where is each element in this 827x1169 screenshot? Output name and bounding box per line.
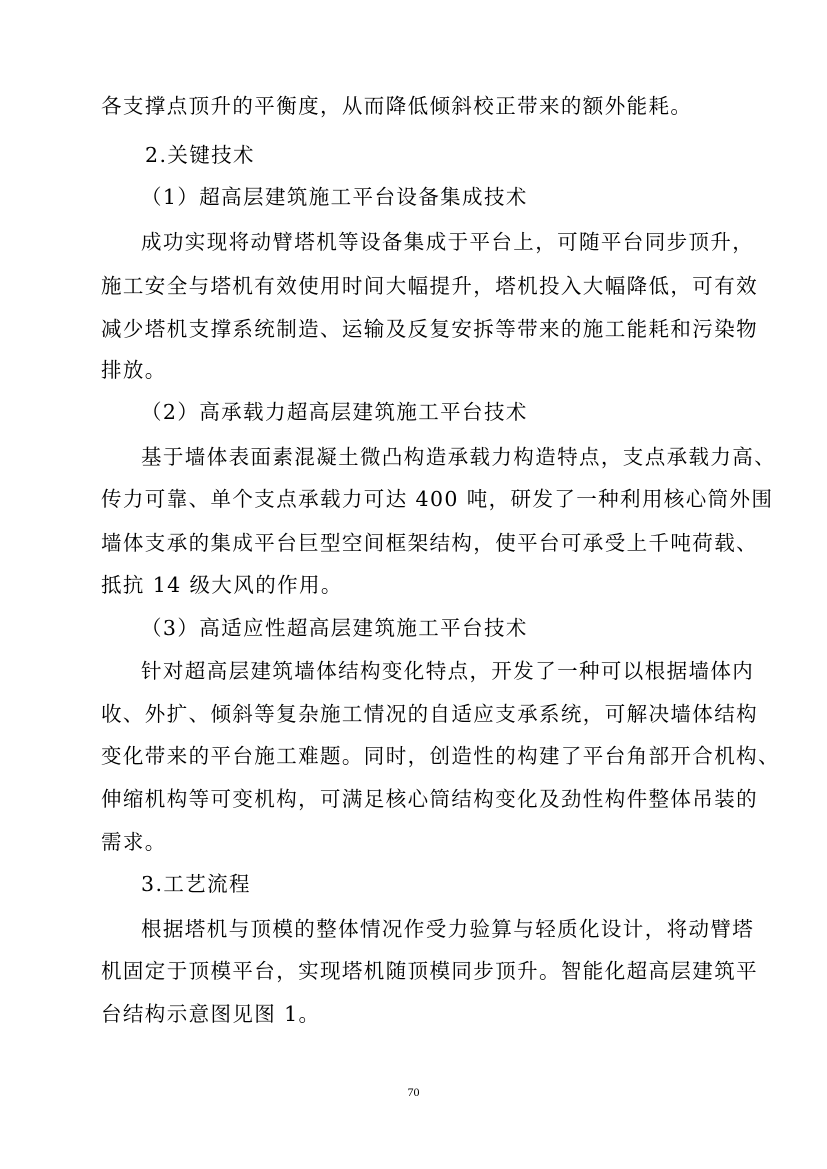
text-line: 针对超高层建筑墙体结构变化特点，开发了一种可以根据墙体内 xyxy=(141,659,755,683)
text-line: 传力可靠、单个支点承载力可达 400 吨，研发了一种利用核心筒外围 xyxy=(101,487,774,511)
text-line: 需求。 xyxy=(101,830,167,854)
page-number: 70 xyxy=(407,1085,420,1099)
section-heading: 3.工艺流程 xyxy=(141,872,251,896)
text-line: 变化带来的平台施工难题。同时，创造性的构建了平台角部开合机构、 xyxy=(101,744,780,768)
subsection-heading: （3）高适应性超高层建筑施工平台技术 xyxy=(141,616,528,640)
subsection-heading: （2）高承载力超高层建筑施工平台技术 xyxy=(141,400,528,424)
text-line: 各支撑点顶升的平衡度，从而降低倾斜校正带来的额外能耗。 xyxy=(101,94,693,118)
text-line: 机固定于顶模平台，实现塔机随顶模同步顶升。智能化超高层建筑平 xyxy=(101,959,758,983)
text-line: 根据塔机与顶模的整体情况作受力验算与轻质化设计，将动臂塔 xyxy=(141,917,755,941)
text-line: 收、外扩、倾斜等复杂施工情况的自适应支承系统，可解决墙体结构 xyxy=(101,702,758,726)
text-line: 减少塔机支撑系统制造、运输及反复安拆等带来的施工能耗和污染物 xyxy=(101,317,758,341)
text-line: 成功实现将动臂塔机等设备集成于平台上，可随平台同步顶升， xyxy=(141,230,755,254)
text-line: 基于墙体表面素混凝土微凸构造承载力构造特点，支点承载力高、 xyxy=(141,445,777,469)
text-line: 伸缩机构等可变机构，可满足核心筒结构变化及劲性构件整体吊装的 xyxy=(101,787,758,811)
text-line: 抵抗 14 级大风的作用。 xyxy=(101,573,343,597)
text-line: 墙体支承的集成平台巨型空间框架结构，使平台可承受上千吨荷载、 xyxy=(101,531,758,555)
section-heading: 2.关键技术 xyxy=(145,143,255,167)
text-line: 排放。 xyxy=(101,358,167,382)
text-line: 台结构示意图见图 1。 xyxy=(101,1002,321,1026)
text-line: 施工安全与塔机有效使用时间大幅提升，塔机投入大幅降低，可有效 xyxy=(101,274,758,298)
subsection-heading: （1）超高层建筑施工平台设备集成技术 xyxy=(141,185,528,209)
